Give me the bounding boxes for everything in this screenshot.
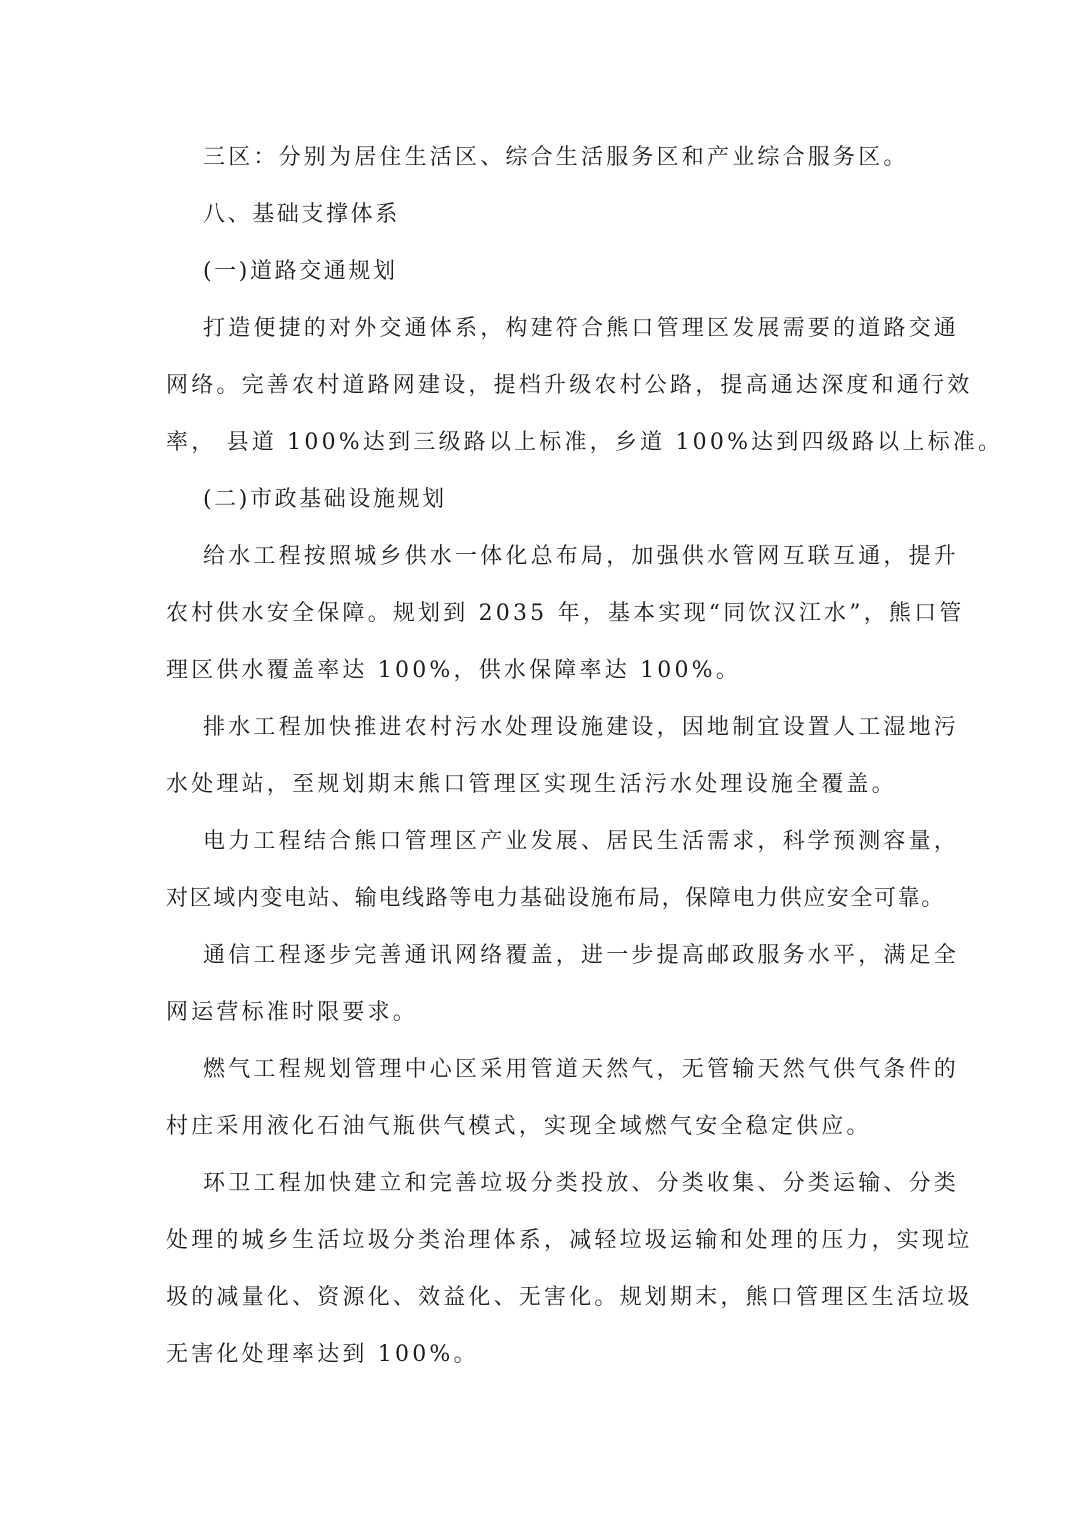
paragraph-line: 水处理站，至规划期末熊口管理区实现生活污水处理设施全覆盖。 xyxy=(166,772,897,797)
section-heading: 八、基础支撑体系 xyxy=(203,202,400,227)
paragraph-line: 理区供水覆盖率达 100%，供水保障率达 100%。 xyxy=(166,658,741,683)
paragraph-line: 打造便捷的对外交通体系，构建符合熊口管理区发展需要的道路交通 xyxy=(203,316,960,341)
paragraph-line: 村庄采用液化石油气瓶供气模式，实现全域燃气安全稳定供应。 xyxy=(166,1114,872,1139)
paragraph-line: 通信工程逐步完善通讯网络覆盖，进一步提高邮政服务水平，满足全 xyxy=(203,943,960,968)
paragraph-line: 电力工程结合熊口管理区产业发展、居民生活需求，科学预测容量， xyxy=(203,829,960,854)
subsection-heading: (一)道路交通规划 xyxy=(203,259,398,284)
paragraph-line: 圾的减量化、资源化、效益化、无害化。规划期末，熊口管理区生活垃圾 xyxy=(166,1285,973,1310)
paragraph-line: 燃气工程规划管理中心区采用管道天然气，无管输天然气供气条件的 xyxy=(203,1057,960,1082)
paragraph-line: 处理的城乡生活垃圾分类治理体系，减轻垃圾运输和处理的压力，实现垃 xyxy=(166,1228,973,1253)
paragraph-line: 对区域内变电站、输电线路等电力基础设施布局，保障电力供应安全可靠。 xyxy=(166,886,945,911)
paragraph-line: 网络。完善农村道路网建设，提档升级农村公路，提高通达深度和通行效 xyxy=(166,373,973,398)
paragraph-line: 率， 县道 100%达到三级路以上标准，乡道 100%达到四级路以上标准。 xyxy=(166,430,1004,455)
subsection-heading: (二)市政基础设施规划 xyxy=(203,487,447,512)
paragraph-line: 三区：分别为居住生活区、综合生活服务区和产业综合服务区。 xyxy=(203,145,909,170)
paragraph-line: 无害化处理率达到 100%。 xyxy=(166,1342,479,1367)
paragraph-line: 农村供水安全保障。规划到 2035 年，基本实现“同饮汉江水”，熊口管 xyxy=(166,601,965,626)
paragraph-line: 给水工程按照城乡供水一体化总布局，加强供水管网互联互通，提升 xyxy=(203,544,960,569)
paragraph-line: 排水工程加快推进农村污水处理设施建设，因地制宜设置人工湿地污 xyxy=(203,715,960,740)
paragraph-line: 环卫工程加快建立和完善垃圾分类投放、分类收集、分类运输、分类 xyxy=(203,1171,960,1196)
paragraph-line: 网运营标准时限要求。 xyxy=(166,1000,419,1025)
